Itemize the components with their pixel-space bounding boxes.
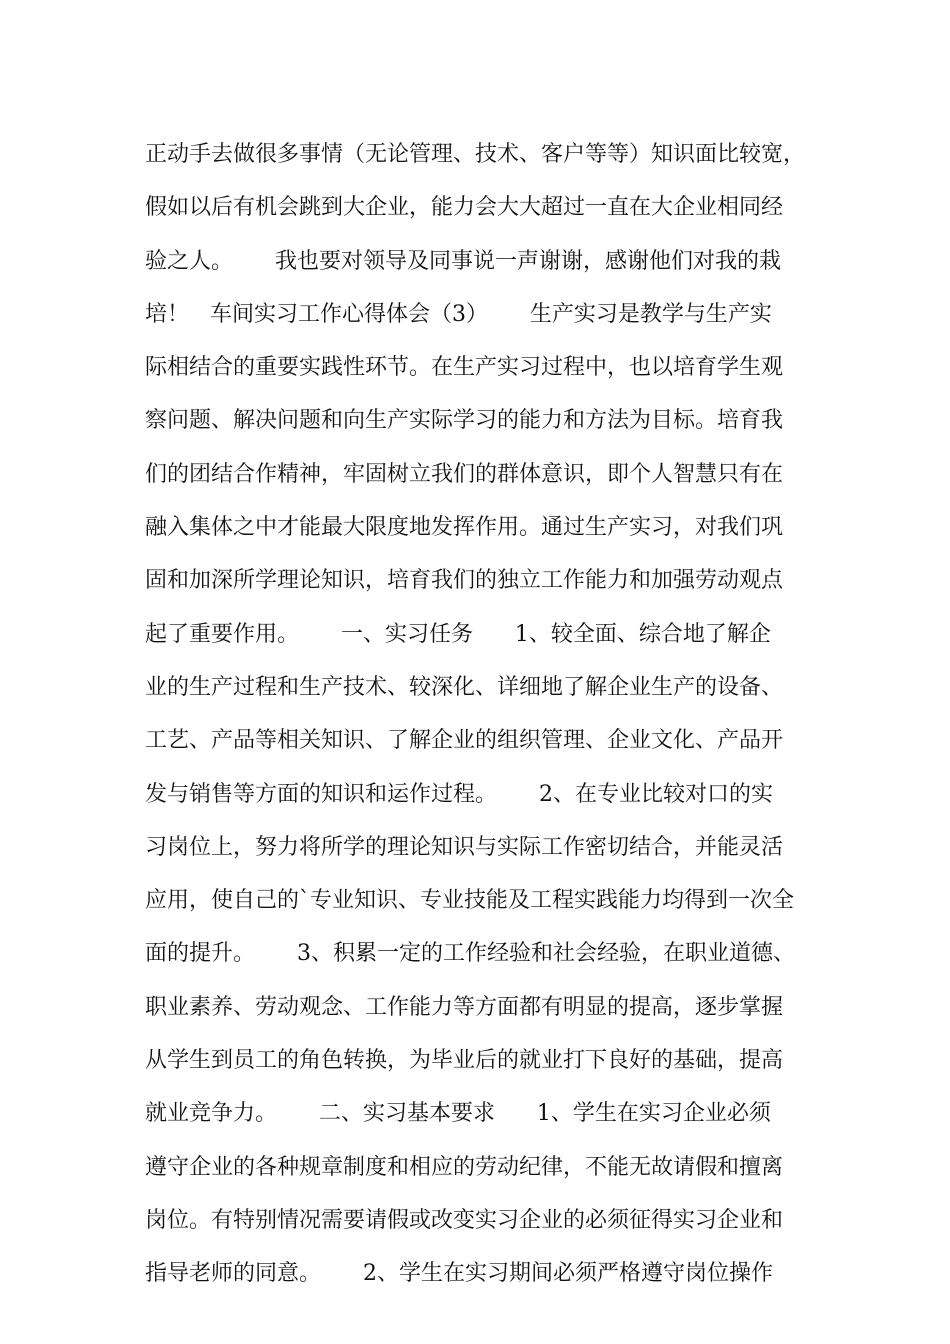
text-line: 面的提升。 3、积累一定的工作经验和社会经验，在职业道德、 xyxy=(145,941,795,967)
text-line: 假如以后有机会跳到大企业，能力会大大超过一直在大企业相同经 xyxy=(145,195,784,221)
text-line: 察问题、解决问题和向生产实际学习的能力和方法为目标。培育我 xyxy=(145,408,784,434)
text-line: 际相结合的重要实践性环节。在生产实习过程中，也以培育学生观 xyxy=(145,355,784,381)
text-line: 应用，使自己的`专业知识、专业技能及工程实践能力均得到一次全 xyxy=(145,888,795,914)
text-line: 业的生产过程和生产技术、较深化、详细地了解企业生产的设备、 xyxy=(145,674,784,700)
text-line: 岗位。有特别情况需要请假或改变实习企业的必须征得实习企业和 xyxy=(145,1207,784,1233)
text-line: 习岗位上，努力将所学的理论知识与实际工作密切结合，并能灵活 xyxy=(145,834,784,860)
text-line: 遵守企业的各种规章制度和相应的劳动纪律，不能无故请假和擅离 xyxy=(145,1154,784,1180)
text-line: 固和加深所学理论知识，培育我们的独立工作能力和加强劳动观点 xyxy=(145,568,784,594)
text-line: 从学生到员工的角色转换，为毕业后的就业打下良好的基础，提高 xyxy=(145,1048,784,1074)
text-line: 就业竞争力。 二、实习基本要求 1、学生在实习企业必须 xyxy=(145,1101,771,1127)
text-line: 们的团结合作精神，牢固树立我们的群体意识，即个人智慧只有在 xyxy=(145,461,784,487)
text-line: 起了重要作用。 一、实习任务 1、较全面、综合地了解企 xyxy=(145,621,771,647)
text-line: 培！ 车间实习工作心得体会（3） 生产实习是教学与生产实 xyxy=(145,301,772,327)
text-line: 工艺、产品等相关知识、了解企业的组织管理、企业文化、产品开 xyxy=(145,728,784,754)
body-text xyxy=(145,128,835,1301)
text-line: 验之人。 我也要对领导及同事说一声谢谢，感谢他们对我的栽 xyxy=(145,248,781,274)
text-line: 发与销售等方面的知识和运作过程。 2、在专业比较对口的实 xyxy=(145,781,773,807)
text-line: 融入集体之中才能最大限度地发挥作用。通过生产实习，对我们巩 xyxy=(145,515,784,541)
text-line: 职业素养、劳动观念、工作能力等方面都有明显的提高，逐步掌握 xyxy=(145,994,784,1020)
text-line: 指导老师的同意。 2、学生在实习期间必须严格遵守岗位操作 xyxy=(145,1261,773,1287)
text-line: 正动手去做很多事情（无论管理、技术、客户等等）知识面比较宽， xyxy=(145,142,806,167)
